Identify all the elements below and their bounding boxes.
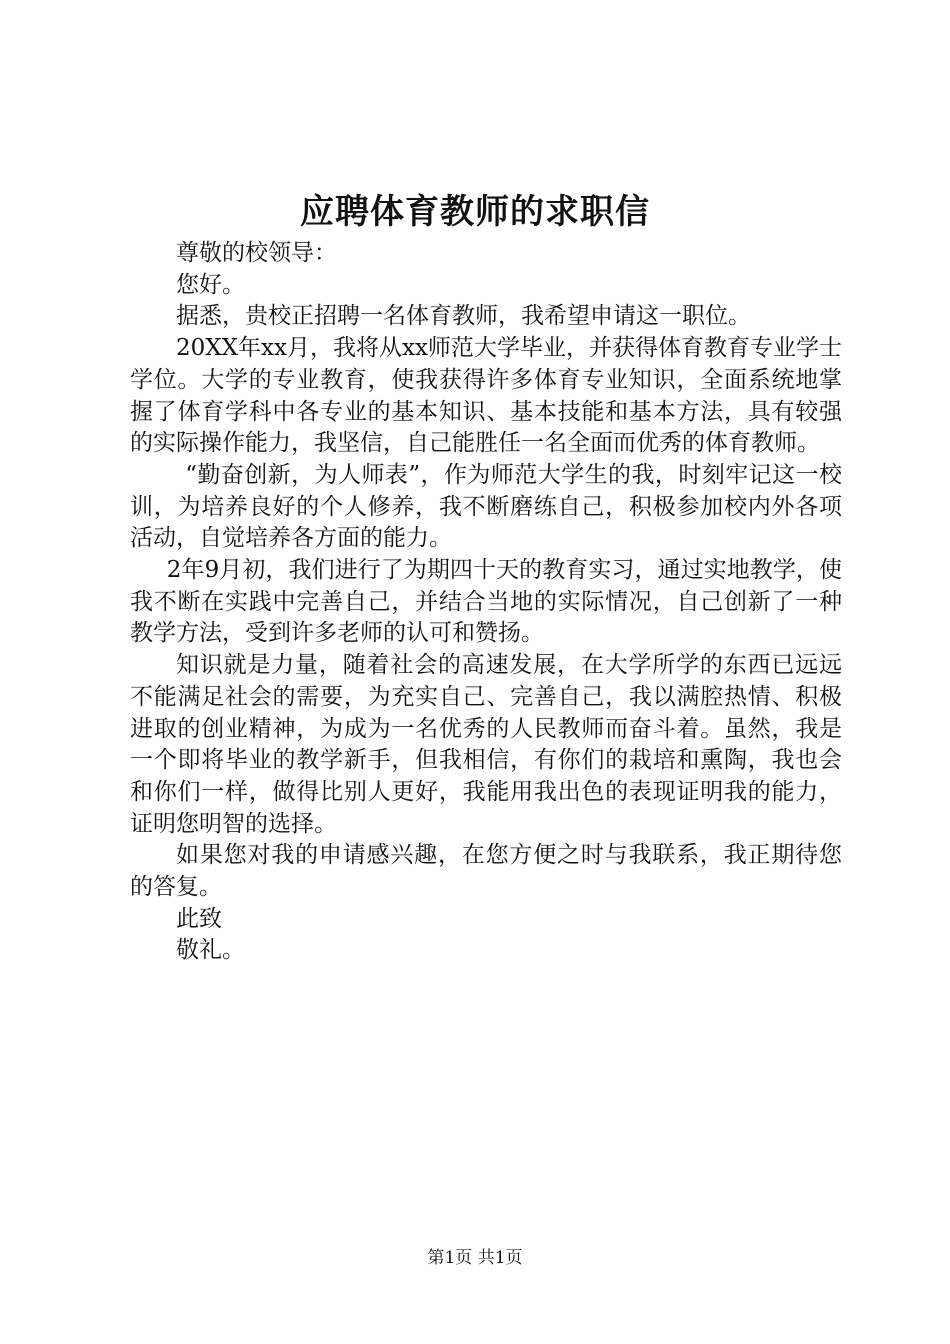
closing-phrase: 此致 (176, 905, 222, 932)
paragraph-intro: 据悉，贵校正招聘一名体育教师，我希望申请这一职位。 (176, 303, 751, 330)
document-title: 应聘体育教师的求职信 (300, 192, 650, 232)
paragraph-motto: “勤奋创新，为人师表”，作为师范大学生的我，时刻牢记这一校训，为培养良好的个人修养，我不断磨练自己，积极参加校内外各项活动，自觉培养各方面的能力。 (130, 461, 842, 552)
page-footer: 第1页 共1页 (427, 1248, 523, 1268)
paragraph-knowledge: 知识就是力量，随着社会的高速发展，在大学所学的东西已远远不能满足社会的需要，为充实自己、完善自己，我以满腔热情、积极进取的创业精神，为成为一名优秀的人民教师而奋斗着。虽然，我是一个即将毕业的教学新手，但我相信，有你们的栽培和熏陶，我也会和你们一样，做得比别人更好，我能用我出色的表现证明我的能力，证明您明智的选择。 (130, 652, 842, 837)
letter-body (130, 238, 842, 967)
salutation: 尊敬的校领导： (176, 240, 337, 266)
paragraph-education: 20XX年xx月，我将从xx师范大学毕业，并获得体育教育专业学士学位。大学的专业教育，使我获得许多体育专业知识，全面系统地掌握了体育学科中各专业的基本知识、基本技能和基本方法，具有较强的实际操作能力，我坚信，自己能胜任一名全面而优秀的体育教师。 (130, 335, 842, 457)
closing-salute: 敬礼。 (176, 937, 245, 964)
paragraph-internship: 2年9月初，我们进行了为期四十天的教育实习，通过实地教学，使我不断在实践中完善自己，并结合当地的实际情况，自己创新了一种教学方法，受到许多老师的认可和赞扬。 (130, 557, 842, 647)
greeting: 您好。 (176, 271, 245, 298)
paragraph-closing: 如果您对我的申请感兴趣，在您方便之时与我联系，我正期待您的答复。 (130, 842, 842, 901)
